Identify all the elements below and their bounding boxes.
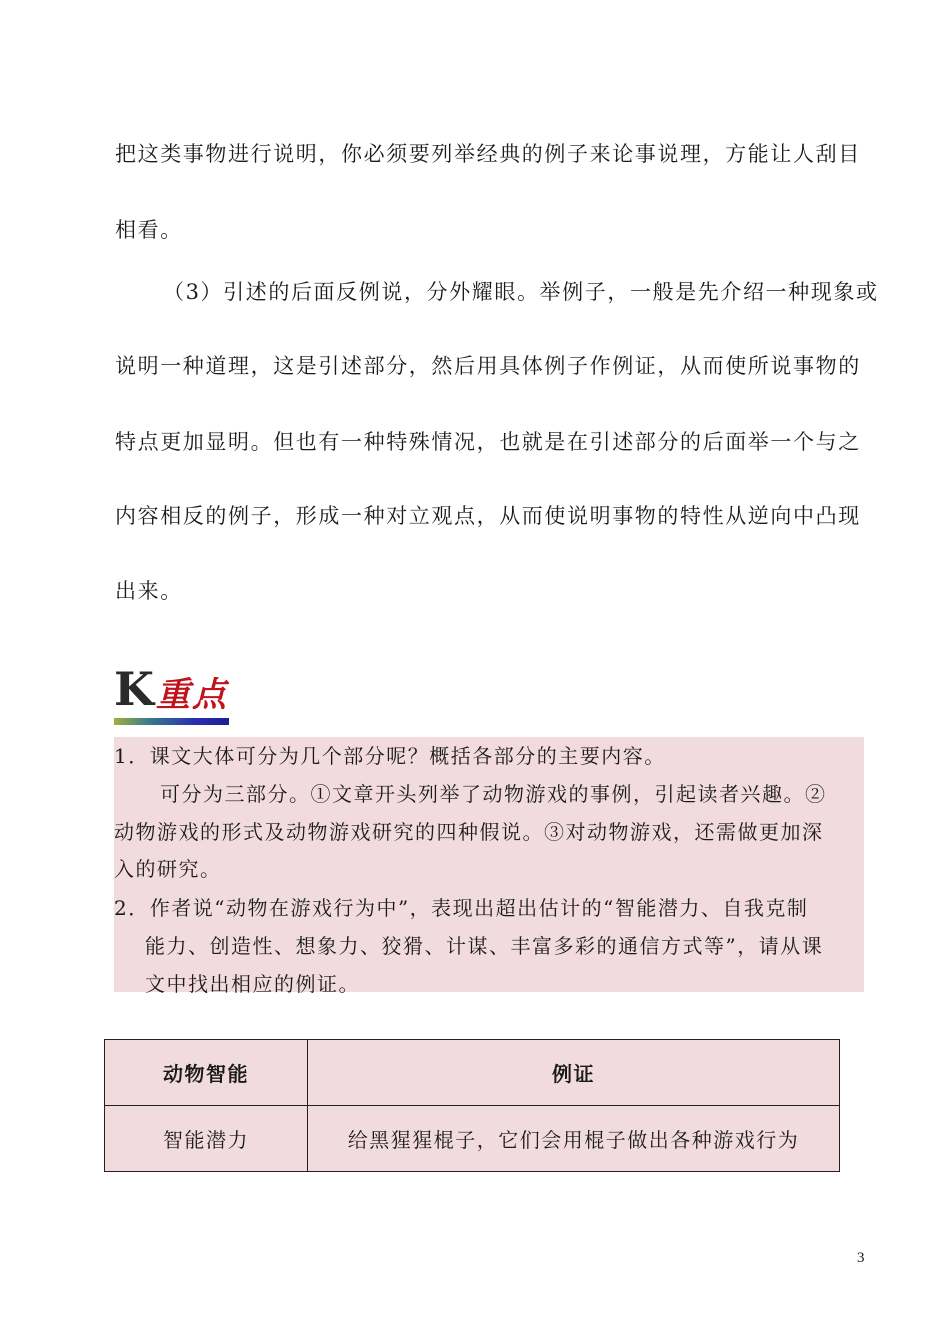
- question-2-line: 文中找出相应的例证。: [145, 972, 360, 996]
- section-heading: [114, 662, 228, 716]
- section-title: 重点: [155, 675, 228, 715]
- paragraph-line: （3）引述的后面反例说，分外耀眼。举例子，一般是先介绍一种现象或: [163, 280, 879, 304]
- page-number: 3: [857, 1250, 865, 1266]
- intelligence-table: [104, 1039, 840, 1172]
- question-2: 2．作者说“动物在游戏行为中”，表现出超出估计的“智能潜力、自我克制: [114, 896, 809, 920]
- table-cell: 智能潜力: [105, 1106, 308, 1172]
- column-header: 例证: [308, 1040, 840, 1106]
- table-row: [105, 1106, 840, 1172]
- paragraph-line: 说明一种道理，这是引述部分，然后用具体例子作例证，从而使所说事物的: [115, 354, 861, 378]
- paragraph-line: 特点更加显明。但也有一种特殊情况，也就是在引述部分的后面举一个与之: [115, 430, 861, 454]
- table-cell: 给黑猩猩棍子，它们会用棍子做出各种游戏行为: [308, 1106, 840, 1172]
- table-header-row: [105, 1040, 840, 1106]
- questions-box: [114, 737, 864, 996]
- answer-1-line: 入的研究。: [114, 857, 222, 881]
- paragraph-line: 出来。: [115, 579, 183, 603]
- paragraph-line: 相看。: [115, 218, 183, 242]
- question-2-line: 能力、创造性、想象力、狡猾、计谋、丰富多彩的通信方式等”，请从课: [145, 934, 824, 958]
- paragraph-line: 内容相反的例子，形成一种对立观点，从而使说明事物的特性从逆向中凸现: [115, 504, 861, 528]
- section-letter: K: [114, 662, 154, 716]
- heading-underline: [114, 718, 229, 725]
- question-1: 1．课文大体可分为几个部分呢？概括各部分的主要内容。: [114, 744, 666, 768]
- paragraph-line: 把这类事物进行说明，你必须要列举经典的例子来论事说理，方能让人刮目: [115, 142, 861, 166]
- answer-1-line: 动物游戏的形式及动物游戏研究的四种假说。③对动物游戏，还需做更加深: [114, 820, 824, 844]
- answer-1-line: 可分为三部分。①文章开头列举了动物游戏的事例，引起读者兴趣。②: [160, 782, 827, 806]
- column-header: 动物智能: [105, 1040, 308, 1106]
